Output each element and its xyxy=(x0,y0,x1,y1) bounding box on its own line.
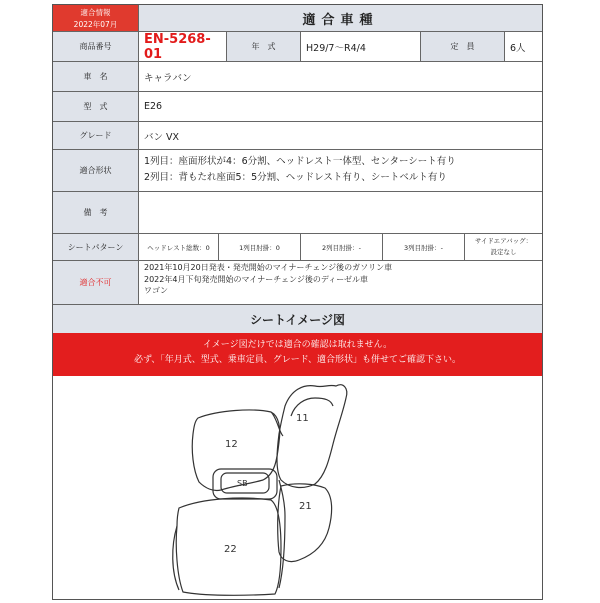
fit-shape-row xyxy=(53,150,542,192)
seat-label-sb: SB xyxy=(237,479,248,488)
unfit-label: 適合不可 xyxy=(53,261,139,305)
car-name-value: キャラバン xyxy=(139,62,542,92)
seat-label-21: 21 xyxy=(299,501,312,512)
fit-shape-line-1: 1列目：座面形状が4：6分割、ヘッドレスト一体型、センターシート有り xyxy=(144,156,456,167)
row1-armrest: 1列目肘掛：0 xyxy=(219,234,301,261)
seat-label-11: 11 xyxy=(296,413,309,424)
seat-label-22: 22 xyxy=(224,544,237,555)
seat-label-12: 12 xyxy=(225,439,238,450)
unfit-row xyxy=(53,261,542,305)
unfit-line-2: 2022年4月下旬発売開始のマイナーチェンジ後のディーゼル車 xyxy=(144,274,369,284)
fitment-sheet xyxy=(52,4,543,600)
seat-part-21-outline xyxy=(278,484,332,562)
model-label: 型 式 xyxy=(53,92,139,122)
model-row xyxy=(53,92,542,122)
remarks-value xyxy=(139,192,542,234)
seat-diagram-svg xyxy=(53,376,542,599)
grade-label: グレード xyxy=(53,122,139,150)
notice-line-2: 必ず、「年月式、型式、乗車定員、グレード、適合形状」も併せてご確認下さい。 xyxy=(134,355,461,365)
side-airbag xyxy=(465,234,542,261)
product-row xyxy=(53,32,542,62)
unfit-line-1: 2021年10月20日発表・発売開始のマイナーチェンジ後のガソリン車 xyxy=(144,263,393,272)
car-name-label: 車 名 xyxy=(53,62,139,92)
remarks-label: 備 考 xyxy=(53,192,139,234)
unfit-line-3: ワゴン xyxy=(144,286,168,295)
capacity-label: 定 員 xyxy=(421,32,505,62)
warning-notice xyxy=(53,333,542,376)
info-badge xyxy=(53,5,139,32)
page-title: 適合車種 xyxy=(139,5,542,32)
product-code: EN-5268-01 xyxy=(139,32,227,62)
notice-line-1: イメージ図だけでは適合の確認は取れません。 xyxy=(202,340,393,350)
seat-image-title: シートイメージ図 xyxy=(53,305,542,334)
product-code-label: 商品番号 xyxy=(53,32,139,62)
seat-part-12-outline xyxy=(192,410,279,491)
row3-armrest: 3列目肘掛：- xyxy=(383,234,465,261)
side-airbag-label: サイドエアバッグ： xyxy=(474,237,533,245)
fit-shape-label: 適合形状 xyxy=(53,150,139,192)
year-value: H29/7～R4/4 xyxy=(301,32,421,62)
grade-value: バン VX xyxy=(139,122,542,150)
capacity-value: 6人 xyxy=(505,32,542,62)
side-airbag-value: 設定なし xyxy=(490,248,517,256)
remarks-row xyxy=(53,192,542,234)
car-name-row xyxy=(53,62,542,92)
row2-armrest: 2列目肘掛：- xyxy=(301,234,383,261)
year-label: 年 式 xyxy=(227,32,301,62)
grade-row xyxy=(53,122,542,150)
seat-part-11-outline xyxy=(277,385,347,488)
headrest-count: ヘッドレスト総数：0 xyxy=(139,234,219,261)
seat-diagram xyxy=(53,376,542,599)
info-badge-title: 適合情報 xyxy=(80,8,111,17)
model-value: E26 xyxy=(139,92,542,122)
seat-pattern-row xyxy=(53,234,542,261)
fit-shape-line-2: 2列目：背もたれ座面5：5分割、ヘッドレスト有り、シートベルト有り xyxy=(144,172,447,183)
seat-pattern-label: シートパターン xyxy=(53,234,139,261)
unfit-value xyxy=(139,261,542,305)
info-badge-date: 2022年07月 xyxy=(73,20,118,29)
fit-shape-value xyxy=(139,150,542,192)
header-row xyxy=(53,5,542,32)
